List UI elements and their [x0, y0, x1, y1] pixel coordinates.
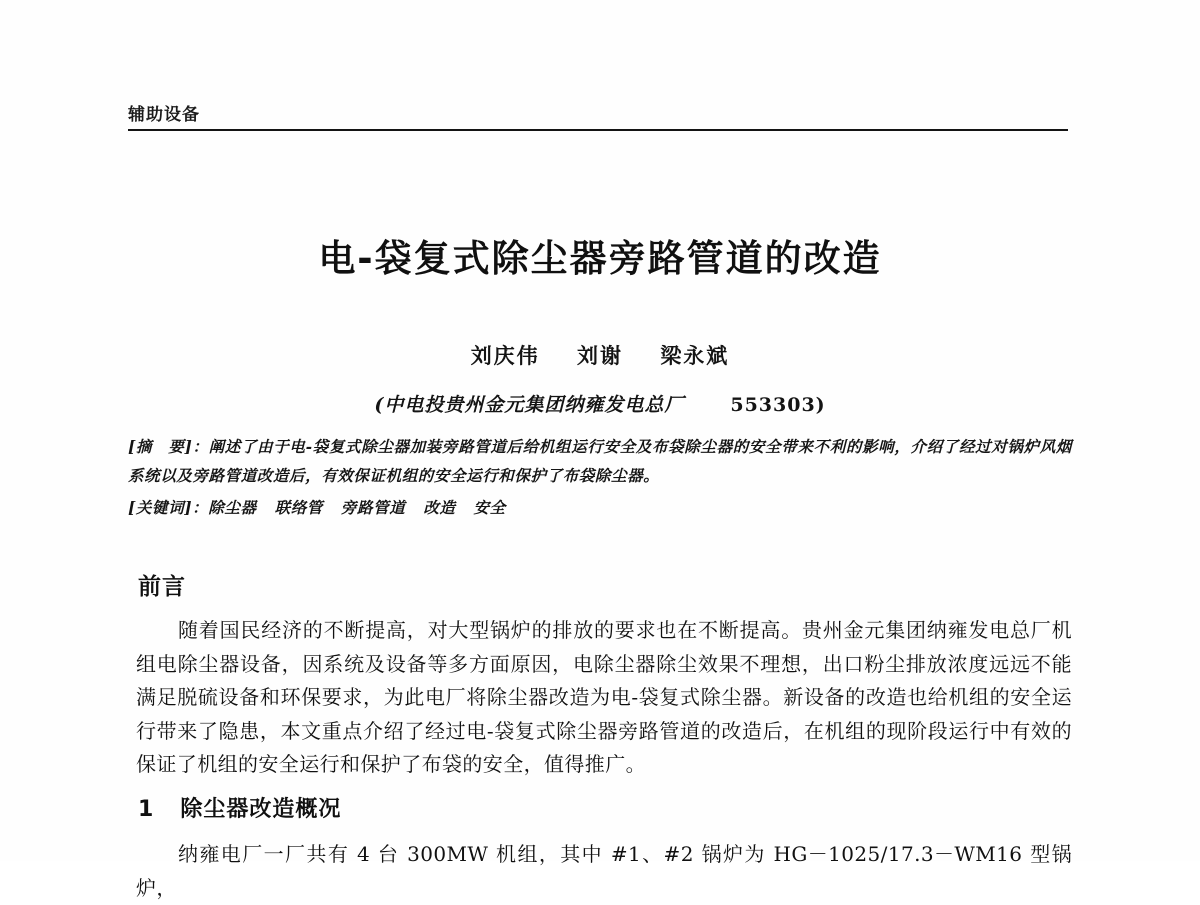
section-number-1: 1	[138, 797, 155, 822]
page-title: 电-袋复式除尘器旁路管道的改造	[318, 237, 882, 280]
section-title-1: 除尘器改造概况	[180, 797, 342, 822]
section-heading-1	[138, 792, 341, 823]
abstract-text: 阐述了由于电-袋复式除尘器加装旁路管道后给机组运行安全及布袋除尘器的安全带来不利的影响，介绍了经过对锅炉风烟系统以及旁路管道改造后，有效保证机组的安全运行和保护了布袋除尘器。	[128, 437, 1072, 485]
author-name: 梁永斌	[660, 343, 730, 368]
keywords-label: [关键词]：	[128, 498, 209, 517]
keyword-item: 安全	[473, 498, 506, 517]
author-list	[0, 340, 1200, 370]
running-head-rule	[128, 129, 1068, 131]
section-heading-preface: 前言	[138, 574, 186, 600]
keyword-item: 联络管	[274, 498, 323, 517]
affiliation-text: (中电投贵州金元集团纳雍发电总厂	[374, 394, 685, 416]
section-paragraph-1: 纳雍电厂一厂共有 4 台 300MW 机组，其中 #1、#2 锅炉为 HG－1025/17.3－WM16 型锅炉，	[136, 842, 1072, 900]
author-name: 刘谢	[577, 343, 623, 368]
affiliation	[0, 390, 1200, 417]
keyword-item: 除尘器	[208, 498, 257, 517]
keywords-block	[128, 496, 1072, 518]
author-name: 刘庆伟	[470, 343, 540, 368]
keyword-item: 改造	[423, 498, 456, 517]
affiliation-postal-code: 553303)	[730, 394, 826, 416]
keyword-item: 旁路管道	[340, 498, 406, 517]
section-paragraph-preface: 随着国民经济的不断提高，对大型锅炉的排放的要求也在不断提高。贵州金元集团纳雍发电总厂机组电除尘器设备，因系统及设备等多方面原因，电除尘器除尘效果不理想，出口粉尘排放浓度远远不能满足脱硫设备和环保要求，为此电厂将除尘器改造为电-袋复式除尘器。新设备的改造也给机组的安全运行带来了隐患，本文重点介绍了经过电-袋复式除尘器旁路管道的改造后，在机组的现阶段运行中有效的保证了机组的安全运行和保护了布袋的安全，值得推广。	[136, 618, 1072, 776]
running-head	[128, 100, 1068, 130]
abstract-block	[128, 432, 1072, 490]
running-head-label: 辅助设备	[128, 105, 200, 125]
abstract-label: [摘 要]：	[128, 437, 209, 456]
